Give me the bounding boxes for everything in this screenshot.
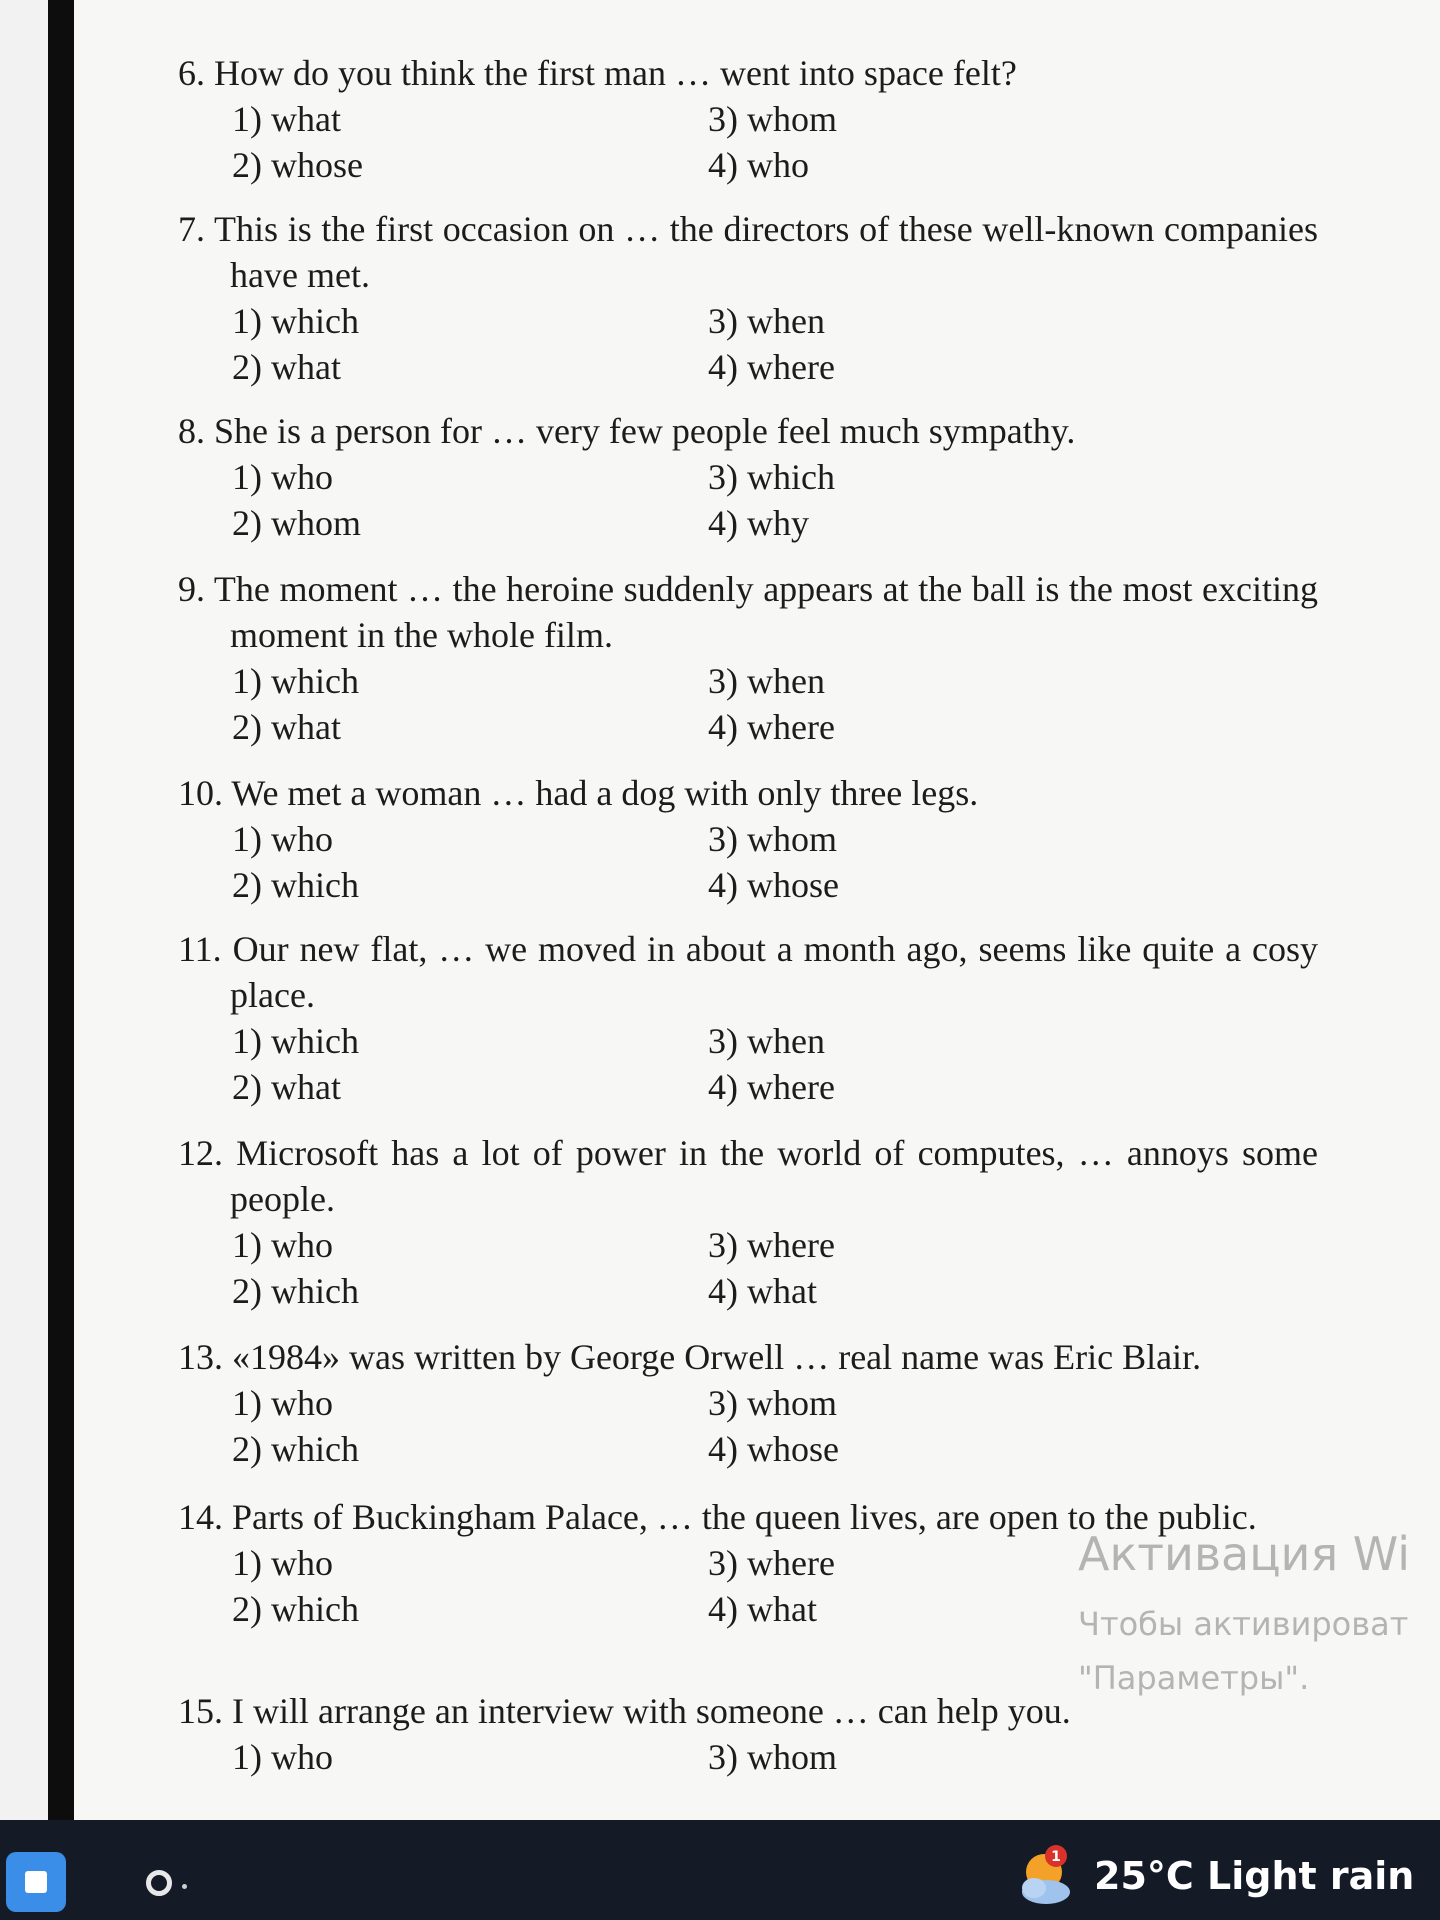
answer-options bbox=[178, 298, 1318, 390]
taskbar bbox=[0, 1820, 1440, 1920]
option-4: 4) who bbox=[708, 145, 809, 185]
answer-options bbox=[178, 1222, 1318, 1314]
option-3: 3) when bbox=[708, 661, 825, 701]
windows-activation-watermark bbox=[1078, 1526, 1410, 1702]
option-2: 2) which bbox=[232, 1271, 359, 1311]
question-12 bbox=[178, 1130, 1318, 1314]
option-1: 1) who bbox=[232, 1737, 333, 1777]
watermark-line-2: "Параметры". bbox=[1078, 1659, 1310, 1697]
option-3: 3) which bbox=[708, 457, 835, 497]
watermark-line-1: Чтобы активироват bbox=[1078, 1605, 1409, 1643]
option-2: 2) what bbox=[232, 347, 341, 387]
option-1: 1) which bbox=[232, 301, 359, 341]
option-3: 3) whom bbox=[708, 1383, 837, 1423]
option-2: 2) which bbox=[232, 1589, 359, 1629]
option-3: 3) whom bbox=[708, 99, 837, 139]
question-text: 14. Parts of Buckingham Palace, … the queen lives, are open to the public. bbox=[178, 1497, 1257, 1537]
option-1: 1) who bbox=[232, 819, 333, 859]
monitor-bezel bbox=[0, 0, 56, 1820]
start-icon[interactable] bbox=[6, 1852, 66, 1912]
option-1: 1) who bbox=[232, 457, 333, 497]
option-4: 4) whose bbox=[708, 865, 839, 905]
option-4: 4) what bbox=[708, 1271, 817, 1311]
option-1: 1) what bbox=[232, 99, 341, 139]
question-text: 15. I will arrange an interview with someone … can help you. bbox=[178, 1691, 1071, 1731]
question-7 bbox=[178, 206, 1318, 390]
question-text: 13. «1984» was written by George Orwell … real name was Eric Blair. bbox=[178, 1337, 1202, 1377]
answer-options bbox=[178, 1734, 1318, 1780]
option-4: 4) whose bbox=[708, 1429, 839, 1469]
option-1: 1) who bbox=[232, 1383, 333, 1423]
option-3: 3) where bbox=[708, 1543, 835, 1583]
question-11 bbox=[178, 926, 1318, 1110]
option-2: 2) whom bbox=[232, 503, 361, 543]
question-text: 12. Microsoft has a lot of power in the world of computes, … annoys some people. bbox=[178, 1133, 1318, 1219]
question-6 bbox=[178, 50, 1318, 188]
weather-icon[interactable] bbox=[1010, 1842, 1082, 1914]
option-4: 4) what bbox=[708, 1589, 817, 1629]
answer-options bbox=[178, 96, 1318, 188]
question-text: 7. This is the first occasion on … the directors of these well-known companies have met. bbox=[178, 209, 1319, 295]
document-edge-shadow bbox=[48, 0, 74, 1820]
weather-text[interactable]: 25°C Light rain bbox=[1094, 1854, 1415, 1898]
option-1: 1) which bbox=[232, 1021, 359, 1061]
option-2: 2) what bbox=[232, 707, 341, 747]
weather-badge: 1 bbox=[1051, 1849, 1061, 1865]
question-text: 11. Our new flat, … we moved in about a month ago, seems like quite a cosy place. bbox=[178, 929, 1319, 1015]
option-1: 1) who bbox=[232, 1225, 333, 1265]
answer-options bbox=[178, 454, 1318, 546]
watermark-title: Активация Wi bbox=[1078, 1527, 1410, 1581]
answer-options bbox=[178, 1018, 1318, 1110]
option-3: 3) whom bbox=[708, 1737, 837, 1777]
option-2: 2) which bbox=[232, 1429, 359, 1469]
question-text: 10. We met a woman … had a dog with only three legs. bbox=[178, 773, 979, 813]
option-2: 2) which bbox=[232, 865, 359, 905]
answer-options bbox=[178, 658, 1318, 750]
question-text: 9. The moment … the heroine suddenly appears at the ball is the most exciting moment in the whole film. bbox=[178, 569, 1318, 655]
option-2: 2) whose bbox=[232, 145, 363, 185]
question-text: 8. She is a person for … very few people feel much sympathy. bbox=[178, 411, 1076, 451]
option-1: 1) who bbox=[232, 1543, 333, 1583]
question-13 bbox=[178, 1334, 1318, 1472]
question-text: 6. How do you think the first man … went into space felt? bbox=[178, 53, 1017, 93]
option-4: 4) where bbox=[708, 347, 835, 387]
option-1: 1) which bbox=[232, 661, 359, 701]
question-10 bbox=[178, 770, 1318, 908]
question-9 bbox=[178, 566, 1318, 750]
option-3: 3) when bbox=[708, 1021, 825, 1061]
option-3: 3) where bbox=[708, 1225, 835, 1265]
circle-dot-icon bbox=[182, 1884, 187, 1889]
option-2: 2) what bbox=[232, 1067, 341, 1107]
circle-icon[interactable] bbox=[146, 1870, 172, 1896]
option-3: 3) whom bbox=[708, 819, 837, 859]
answer-options bbox=[178, 1380, 1318, 1472]
answer-options bbox=[178, 816, 1318, 908]
option-4: 4) where bbox=[708, 1067, 835, 1107]
question-8 bbox=[178, 408, 1318, 546]
option-3: 3) when bbox=[708, 301, 825, 341]
option-4: 4) why bbox=[708, 503, 809, 543]
option-4: 4) where bbox=[708, 707, 835, 747]
